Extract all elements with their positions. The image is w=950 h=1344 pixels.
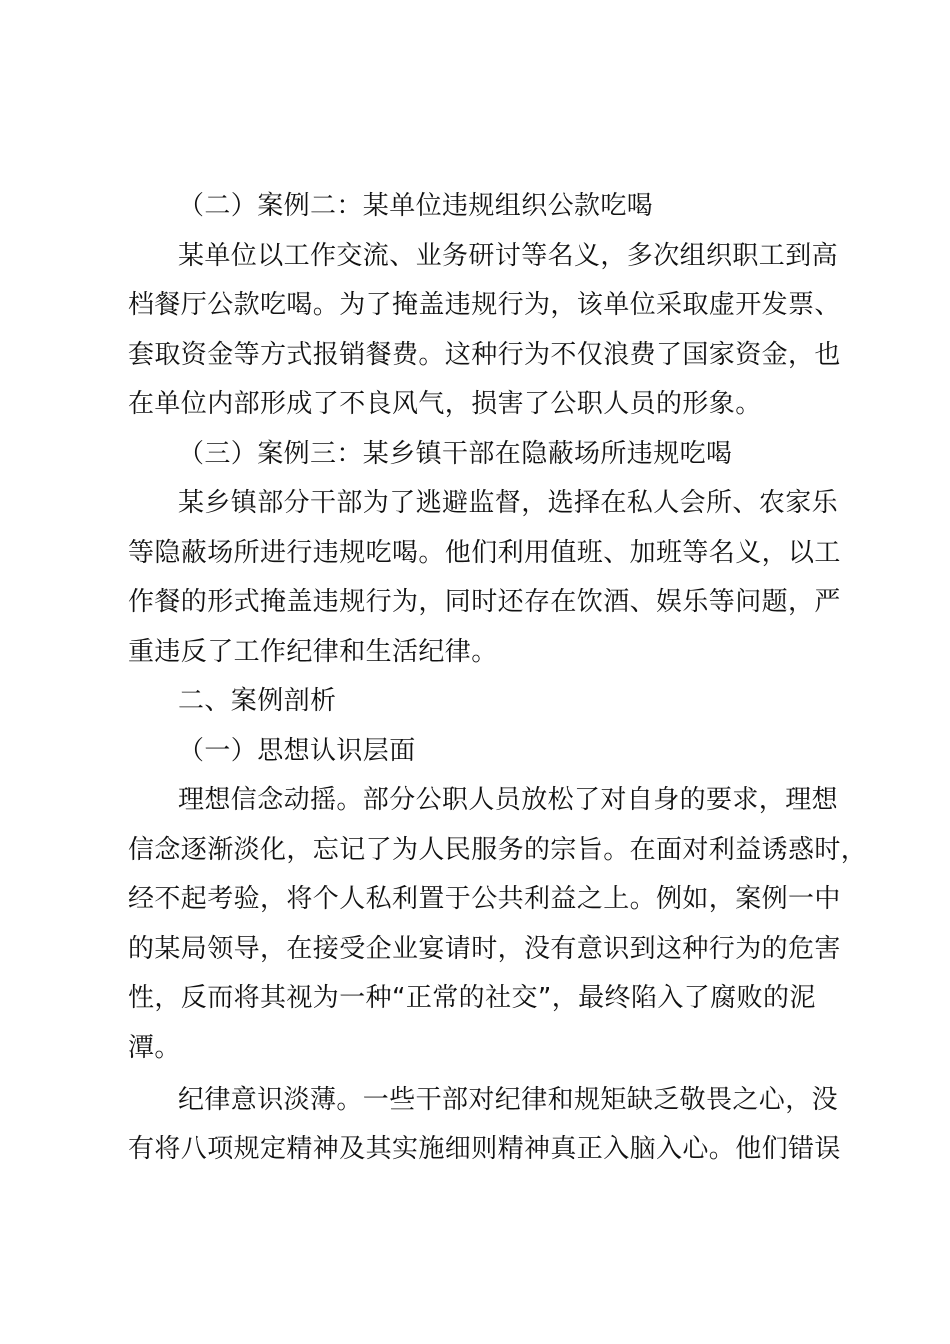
paragraph-line: 理想信念动摇。部分公职人员放松了对自身的要求，理想 [178, 785, 839, 815]
paragraph-line: 等隐蔽场所进行违规吃喝。他们利用值班、加班等名义，以工 [128, 538, 841, 568]
paragraph-line: 重违反了工作纪律和生活纪律。 [128, 637, 498, 667]
paragraph-line: 档餐厅公款吃喝。为了掩盖违规行为，该单位采取虚开发票、 [128, 290, 841, 320]
paragraph-line: 某乡镇部分干部为了逃避监督，选择在私人会所、农家乐 [178, 488, 839, 518]
paragraph-line: 有将八项规定精神及其实施细则精神真正入脑入心。他们错误 [128, 1134, 841, 1164]
paragraph-line: 某单位以工作交流、业务研讨等名义，多次组织职工到高 [178, 241, 839, 271]
paragraph-line: 在单位内部形成了不良风气，损害了公职人员的形象。 [128, 389, 762, 419]
paragraph-line: 纪律意识淡薄。一些干部对纪律和规矩缺乏敬畏之心，没 [178, 1085, 839, 1115]
paragraph-line: 性，反而将其视为一种“正常的社交”，最终陷入了腐败的泥 [128, 983, 816, 1013]
paragraph-line: 作餐的形式掩盖违规行为，同时还存在饮酒、娱乐等问题，严 [128, 587, 841, 617]
paragraph-line: 的某局领导，在接受企业宴请时，没有意识到这种行为的危害 [128, 934, 841, 964]
subheading-ideology: （一）思想认识层面 [178, 736, 416, 766]
subheading-case-two: （二）案例二：某单位违规组织公款吃喝 [178, 191, 654, 221]
section-heading-analysis: 二、案例剖析 [178, 686, 337, 716]
paragraph-line: 潭。 [128, 1033, 181, 1063]
subheading-case-three: （三）案例三：某乡镇干部在隐蔽场所违规吃喝 [178, 439, 733, 469]
paragraph-line: 经不起考验，将个人私利置于公共利益之上。例如，案例一中 [128, 884, 841, 914]
paragraph-line: 信念逐渐淡化，忘记了为人民服务的宗旨。在面对利益诱惑时， [128, 835, 868, 865]
paragraph-line: 套取资金等方式报销餐费。这种行为不仅浪费了国家资金，也 [128, 340, 841, 370]
